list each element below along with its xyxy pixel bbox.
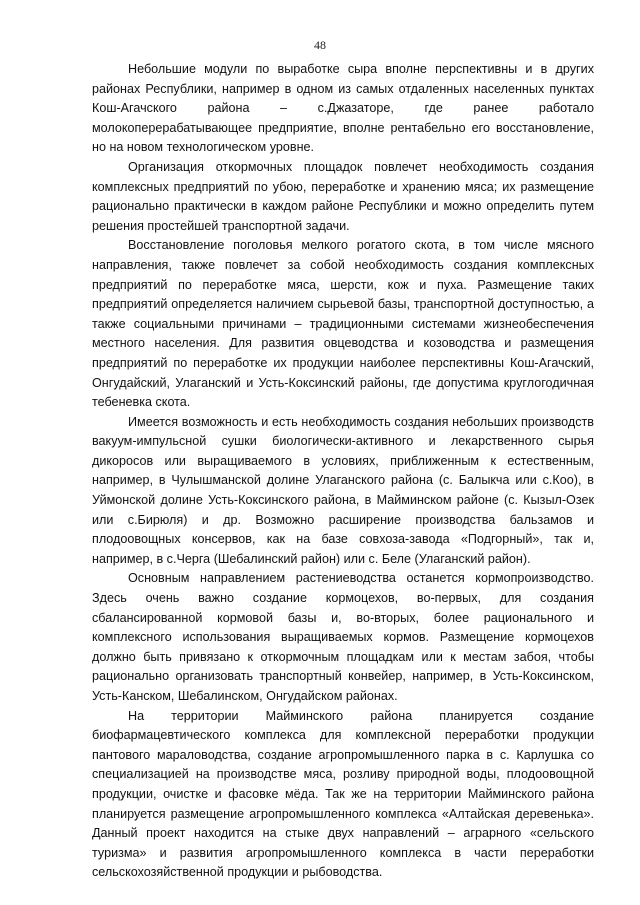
paragraph-small-livestock: Восстановление поголовья мелкого рогатого скота, в том числе мясного направления, также повлечет за собой необходимость создания комплексных предприятий по переработке мяса, шерсти, кож и пуха. Размещение таких предприятий определяется наличием сырьевой базы, транспортной доступностью, а также социальными причинами – традиционными системами жизнеобеспечения местного населения. Для развития овцеводства и козоводства и размещения предприятий по переработке их продукции наиболее перспективны Кош-Агачский, Онгудайский, Улаганский и Усть-Коксинский районы, где допустима круглогодичная тебеневка скота. (92, 238, 594, 410)
document-body (92, 60, 594, 883)
paragraph-mayminsky-district: На территории Майминского района планируется создание биофармацевтического комплекса для комплексной переработки продукции пантового мараловодства, создание агропромышленного парка в с. Карлушка со специализацией на производстве мяса, розливу природной воды, плодоовощной продукции, очистке и фасовке мёда. Так же на территории Майминского района планируется размещение агропромышленного комплекса «Алтайская деревенька». Данный проект находится на стыке двух направлений – аграрного «сельского туризма» и развития агропромышленного комплекса в части переработки сельскохозяйственной продукции и рыбоводства. (92, 708, 594, 880)
paragraph-cheese-modules: Небольшие модули по выработке сыра вполне перспективны и в других районах Республики, например в одном из самых отдаленных населенных пунктах Кош-Агачского района – с.Джазаторе, где ранее работало молокоперерабатывающее предприятие, вполне рентабельно его восстановление, но на новом технологическом уровне. (92, 62, 594, 155)
paragraph-vacuum-drying: Имеется возможность и есть необходимость создания небольших производств вакуум-импульсной сушки биологически-активного и лекарственного сырья дикоросов или выращиваемого в условиях, приближенным к естественным, например, в Чулышманской долине Улаганского района (с. Балыкча или с.Коо), в Уймонской долине Усть-Коксинского района, в Майминском районе (с. Кызыл-Озек или с.Бирюля) и др. Возможно расширение производства бальзамов и плодоовощных консервов, как на базе совхоза-завода «Подгорный», так и, например, в с.Черга (Шебалинский район) или с. Беле (Улаганский район). (92, 414, 594, 566)
paragraph-feedlots: Организация откормочных площадок повлечет необходимость создания комплексных предприятий по убою, переработке и хранению мяса; их размещение рационально практически в каждом районе Республики и можно определить путем решения простейшей транспортной задачи. (92, 159, 594, 233)
page-number: 48 (314, 38, 326, 52)
paragraph-feed-production: Основным направлением растениеводства останется кормопроизводство. Здесь очень важно создание кормоцехов, во-первых, для создания сбалансированной кормовой базы и, во-вторых, более рационального и комплексного использования выращиваемых кормов. Размещение кормоцехов должно быть привязано к откормочным площадкам или к местам забоя, чтобы рационально организовать транспортный конвейер, например, в Усть-Коксинском, Усть-Канском, Шебалинском, Онгудайском районах. (92, 571, 594, 703)
